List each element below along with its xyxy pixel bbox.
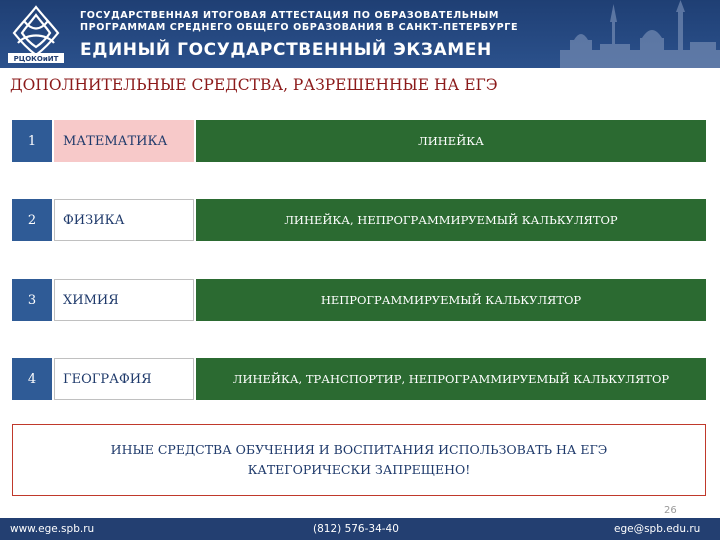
subject-cell: МАТЕМАТИКА [54,120,194,162]
warning-line-2: КАТЕГОРИЧЕСКИ ЗАПРЕЩЕНО! [247,462,471,477]
subject-cell: ГЕОГРАФИЯ [54,358,194,400]
header-banner [0,0,720,68]
tools-cell: ЛИНЕЙКА, ТРАНСПОРТИР, НЕПРОГРАММИРУЕМЫЙ КАЛЬКУЛЯТОР [196,358,706,400]
tools-cell: ЛИНЕЙКА, НЕПРОГРАММИРУЕМЫЙ КАЛЬКУЛЯТОР [196,199,706,241]
rcoko-logo-icon [6,3,66,65]
logo-text: РЦОКОиИТ [13,55,59,63]
subject-cell: ХИМИЯ [54,279,194,321]
website-link[interactable]: www.ege.spb.ru [10,523,95,535]
row-number: 4 [12,358,52,400]
table-row [12,120,706,162]
warning-line-1: ИНЫЕ СРЕДСТВА ОБУЧЕНИЯ И ВОСПИТАНИЯ ИСПОЛЬЗОВАТЬ НА ЕГЭ [110,442,608,457]
phone-number: (812) 576-34-40 [313,523,399,535]
page-number: 26 [664,505,677,516]
exam-title: ЕДИНЫЙ ГОСУДАРСТВЕННЫЙ ЭКЗАМЕН [80,40,492,60]
table-row [12,199,706,241]
row-number: 1 [12,120,52,162]
row-number: 3 [12,279,52,321]
warning-box [12,424,706,496]
footer-bar [0,518,720,540]
subject-cell: ФИЗИКА [54,199,194,241]
tools-cell: ЛИНЕЙКА [196,120,706,162]
table-row [12,358,706,400]
row-number: 2 [12,199,52,241]
page-title: ДОПОЛНИТЕЛЬНЫЕ СРЕДСТВА, РАЗРЕШЕННЫЕ НА ЕГЭ [10,76,498,94]
email-link[interactable]: ege@spb.edu.ru [614,523,701,535]
tools-cell: НЕПРОГРАММИРУЕМЫЙ КАЛЬКУЛЯТОР [196,279,706,321]
table-row [12,279,706,321]
org-line-2: ПРОГРАММАМ СРЕДНЕГО ОБЩЕГО ОБРАЗОВАНИЯ В САНКТ-ПЕТЕРБУРГЕ [80,22,519,33]
org-line-1: ГОСУДАРСТВЕННАЯ ИТОГОВАЯ АТТЕСТАЦИЯ ПО ОБРАЗОВАТЕЛЬНЫМ [80,10,500,21]
st-petersburg-skyline-icon [560,0,720,68]
